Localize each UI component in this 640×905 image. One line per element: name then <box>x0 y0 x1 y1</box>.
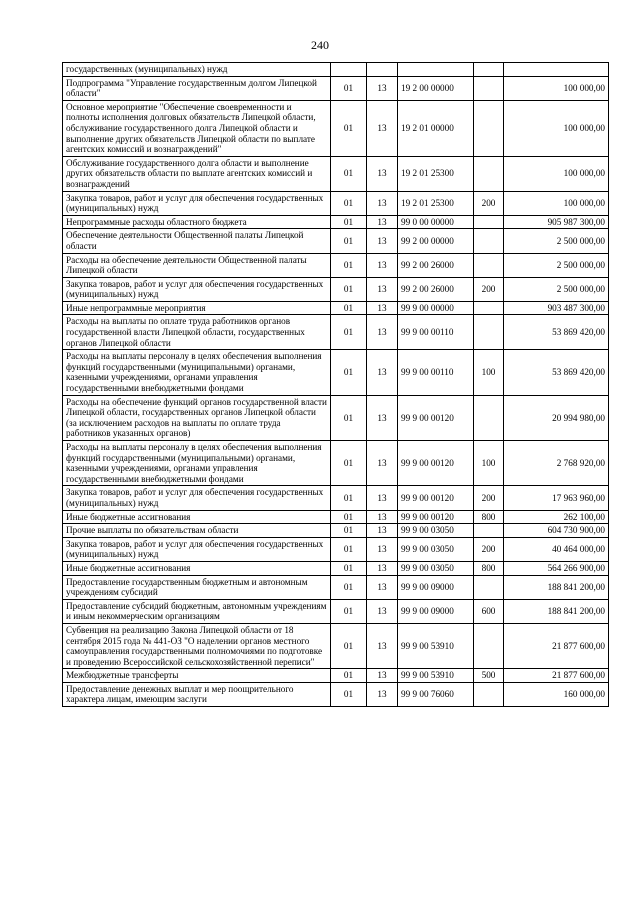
cell-sum: 21 877 600,00 <box>504 623 609 668</box>
table-row <box>63 156 609 191</box>
cell-name: Прочие выплаты по обязательствам области <box>63 524 331 538</box>
cell-cs: 99 2 00 00000 <box>398 229 474 253</box>
cell-vr <box>474 100 504 156</box>
cell-name: Подпрограмма "Управление государственным долгом Липецкой области" <box>63 76 331 100</box>
cell-sum: 903 487 300,00 <box>504 301 609 315</box>
cell-sum: 100 000,00 <box>504 76 609 100</box>
cell-gr: 01 <box>331 100 367 156</box>
cell-sum: 604 730 900,00 <box>504 524 609 538</box>
cell-name: Закупка товаров, работ и услуг для обеспечения государственных (муниципальных) нужд <box>63 277 331 301</box>
cell-cs: 99 9 00 00120 <box>398 510 474 524</box>
cell-pr: 13 <box>367 524 398 538</box>
cell-name: Расходы на выплаты персоналу в целях обеспечения выполнения функций государственными (муниципальными) органами, казенными учреждениями, органами управления государственными внебюджетными фондами <box>63 441 331 486</box>
cell-name: Субвенция на реализацию Закона Липецкой области от 18 сентября 2015 года № 441-ОЗ "О наделении органов местного самоуправления государственными полномочиями по подготовке и проведению Всероссийской сельскохозяйственной переписи" <box>63 623 331 668</box>
table-row <box>63 215 609 229</box>
table-row <box>63 524 609 538</box>
cell-vr <box>474 395 504 440</box>
cell-sum: 21 877 600,00 <box>504 669 609 683</box>
cell-name: Расходы на выплаты персоналу в целях обеспечения выполнения функций государственными (муниципальными) органами, казенными учреждениями, органами управления государственными внебюджетными фондами <box>63 350 331 395</box>
cell-cs: 99 9 00 03050 <box>398 537 474 561</box>
cell-cs: 99 2 00 26000 <box>398 253 474 277</box>
cell-pr: 13 <box>367 486 398 510</box>
cell-name: Основное мероприятие "Обеспечение своевременности и полноты исполнения долговых обязательств Липецкой области, обслуживание государственного долга Липецкой области и выполнение других обязательств Липецкой области по выплате агентских комиссий и вознаграждений" <box>63 100 331 156</box>
cell-pr <box>367 63 398 77</box>
cell-gr: 01 <box>331 561 367 575</box>
cell-sum: 160 000,00 <box>504 682 609 706</box>
cell-gr: 01 <box>331 191 367 215</box>
table-row <box>63 669 609 683</box>
cell-pr: 13 <box>367 682 398 706</box>
cell-cs: 19 2 01 25300 <box>398 156 474 191</box>
cell-cs <box>398 63 474 77</box>
cell-cs: 99 9 00 53910 <box>398 623 474 668</box>
cell-vr: 200 <box>474 277 504 301</box>
cell-vr <box>474 623 504 668</box>
cell-cs: 19 2 01 00000 <box>398 100 474 156</box>
cell-cs: 99 9 00 09000 <box>398 599 474 623</box>
table-row <box>63 575 609 599</box>
cell-gr: 01 <box>331 510 367 524</box>
cell-sum: 20 994 980,00 <box>504 395 609 440</box>
cell-pr: 13 <box>367 510 398 524</box>
cell-name: Закупка товаров, работ и услуг для обеспечения государственных (муниципальных) нужд <box>63 537 331 561</box>
cell-vr <box>474 156 504 191</box>
cell-sum: 53 869 420,00 <box>504 315 609 350</box>
cell-sum: 2 500 000,00 <box>504 229 609 253</box>
cell-cs: 19 2 01 25300 <box>398 191 474 215</box>
table-row <box>63 623 609 668</box>
cell-name: Иные бюджетные ассигнования <box>63 510 331 524</box>
cell-pr: 13 <box>367 315 398 350</box>
table-row <box>63 350 609 395</box>
cell-gr: 01 <box>331 229 367 253</box>
cell-pr: 13 <box>367 395 398 440</box>
cell-name: Обеспечение деятельности Общественной палаты Липецкой области <box>63 229 331 253</box>
cell-name: Обслуживание государственного долга области и выполнение других обязательств области по выплате агентских комиссий и вознаграждений <box>63 156 331 191</box>
cell-gr: 01 <box>331 669 367 683</box>
cell-name: Межбюджетные трансферты <box>63 669 331 683</box>
cell-cs: 99 9 00 00110 <box>398 315 474 350</box>
cell-name: Предоставление государственным бюджетным и автономным учреждениям субсидий <box>63 575 331 599</box>
cell-pr: 13 <box>367 350 398 395</box>
cell-vr <box>474 315 504 350</box>
cell-cs: 99 0 00 00000 <box>398 215 474 229</box>
page-number: 240 <box>311 38 329 52</box>
cell-cs: 99 9 00 00120 <box>398 441 474 486</box>
table-row <box>63 486 609 510</box>
table-row <box>63 682 609 706</box>
cell-sum: 262 100,00 <box>504 510 609 524</box>
cell-cs: 99 9 00 00110 <box>398 350 474 395</box>
cell-gr: 01 <box>331 524 367 538</box>
cell-pr: 13 <box>367 669 398 683</box>
cell-name: Расходы на обеспечение функций органов государственной власти Липецкой области, государственных органов Липецкой области (за исключением расходов на выплаты по оплате труда работников указанных органов) <box>63 395 331 440</box>
cell-pr: 13 <box>367 229 398 253</box>
cell-vr: 100 <box>474 350 504 395</box>
cell-cs: 99 9 00 03050 <box>398 561 474 575</box>
cell-name: государственных (муниципальных) нужд <box>63 63 331 77</box>
cell-pr: 13 <box>367 253 398 277</box>
cell-vr: 800 <box>474 561 504 575</box>
table-row <box>63 301 609 315</box>
cell-vr <box>474 682 504 706</box>
cell-pr: 13 <box>367 215 398 229</box>
budget-table <box>62 62 609 707</box>
cell-pr: 13 <box>367 561 398 575</box>
cell-vr <box>474 253 504 277</box>
cell-vr <box>474 63 504 77</box>
cell-gr: 01 <box>331 599 367 623</box>
cell-sum: 100 000,00 <box>504 191 609 215</box>
cell-gr: 01 <box>331 76 367 100</box>
cell-name: Иные бюджетные ассигнования <box>63 561 331 575</box>
cell-cs: 99 9 00 53910 <box>398 669 474 683</box>
cell-pr: 13 <box>367 623 398 668</box>
cell-sum: 188 841 200,00 <box>504 599 609 623</box>
cell-vr <box>474 575 504 599</box>
cell-pr: 13 <box>367 575 398 599</box>
cell-vr <box>474 524 504 538</box>
table-row <box>63 510 609 524</box>
cell-gr: 01 <box>331 315 367 350</box>
cell-sum: 2 500 000,00 <box>504 277 609 301</box>
cell-gr: 01 <box>331 395 367 440</box>
table-row <box>63 441 609 486</box>
table-row <box>63 100 609 156</box>
cell-name: Предоставление денежных выплат и мер поощрительного характера лицам, имеющим заслуги <box>63 682 331 706</box>
cell-vr: 500 <box>474 669 504 683</box>
cell-vr: 100 <box>474 441 504 486</box>
budget-table-body <box>63 63 609 707</box>
cell-pr: 13 <box>367 537 398 561</box>
cell-gr: 01 <box>331 301 367 315</box>
cell-name: Расходы на выплаты по оплате труда работников органов государственной власти Липецкой области, государственных органов Липецкой области <box>63 315 331 350</box>
cell-name: Закупка товаров, работ и услуг для обеспечения государственных (муниципальных) нужд <box>63 486 331 510</box>
cell-sum: 905 987 300,00 <box>504 215 609 229</box>
cell-sum <box>504 63 609 77</box>
cell-sum: 100 000,00 <box>504 156 609 191</box>
cell-gr: 01 <box>331 441 367 486</box>
cell-cs: 99 9 00 76060 <box>398 682 474 706</box>
cell-pr: 13 <box>367 100 398 156</box>
cell-pr: 13 <box>367 156 398 191</box>
cell-vr <box>474 301 504 315</box>
cell-cs: 99 9 00 09000 <box>398 575 474 599</box>
table-row <box>63 191 609 215</box>
cell-pr: 13 <box>367 441 398 486</box>
cell-vr: 200 <box>474 191 504 215</box>
cell-gr: 01 <box>331 682 367 706</box>
cell-vr <box>474 229 504 253</box>
cell-gr: 01 <box>331 537 367 561</box>
cell-sum: 100 000,00 <box>504 100 609 156</box>
cell-gr: 01 <box>331 215 367 229</box>
table-row <box>63 229 609 253</box>
table-row <box>63 76 609 100</box>
cell-gr: 01 <box>331 156 367 191</box>
table-row <box>63 315 609 350</box>
cell-vr: 200 <box>474 537 504 561</box>
cell-sum: 564 266 900,00 <box>504 561 609 575</box>
cell-gr: 01 <box>331 253 367 277</box>
cell-pr: 13 <box>367 191 398 215</box>
cell-sum: 2 768 920,00 <box>504 441 609 486</box>
cell-sum: 17 963 960,00 <box>504 486 609 510</box>
table-row <box>63 599 609 623</box>
cell-pr: 13 <box>367 599 398 623</box>
table-row <box>63 537 609 561</box>
cell-name: Иные непрограммные мероприятия <box>63 301 331 315</box>
cell-pr: 13 <box>367 301 398 315</box>
cell-name: Непрограммные расходы областного бюджета <box>63 215 331 229</box>
table-row <box>63 253 609 277</box>
cell-vr <box>474 76 504 100</box>
cell-pr: 13 <box>367 277 398 301</box>
cell-gr: 01 <box>331 350 367 395</box>
cell-vr: 200 <box>474 486 504 510</box>
cell-vr: 600 <box>474 599 504 623</box>
cell-gr <box>331 63 367 77</box>
cell-cs: 99 9 00 00000 <box>398 301 474 315</box>
cell-gr: 01 <box>331 277 367 301</box>
cell-sum: 40 464 000,00 <box>504 537 609 561</box>
table-row <box>63 561 609 575</box>
cell-cs: 99 9 00 00120 <box>398 486 474 510</box>
cell-cs: 99 9 00 00120 <box>398 395 474 440</box>
cell-pr: 13 <box>367 76 398 100</box>
cell-cs: 99 2 00 26000 <box>398 277 474 301</box>
cell-name: Закупка товаров, работ и услуг для обеспечения государственных (муниципальных) нужд <box>63 191 331 215</box>
table-row <box>63 63 609 77</box>
cell-vr <box>474 215 504 229</box>
cell-gr: 01 <box>331 486 367 510</box>
cell-name: Предоставление субсидий бюджетным, автономным учреждениям и иным некоммерческим организациям <box>63 599 331 623</box>
cell-vr: 800 <box>474 510 504 524</box>
cell-sum: 188 841 200,00 <box>504 575 609 599</box>
cell-sum: 2 500 000,00 <box>504 253 609 277</box>
table-row <box>63 277 609 301</box>
cell-gr: 01 <box>331 623 367 668</box>
cell-gr: 01 <box>331 575 367 599</box>
cell-cs: 19 2 00 00000 <box>398 76 474 100</box>
cell-cs: 99 9 00 03050 <box>398 524 474 538</box>
table-row <box>63 395 609 440</box>
cell-sum: 53 869 420,00 <box>504 350 609 395</box>
cell-name: Расходы на обеспечение деятельности Общественной палаты Липецкой области <box>63 253 331 277</box>
